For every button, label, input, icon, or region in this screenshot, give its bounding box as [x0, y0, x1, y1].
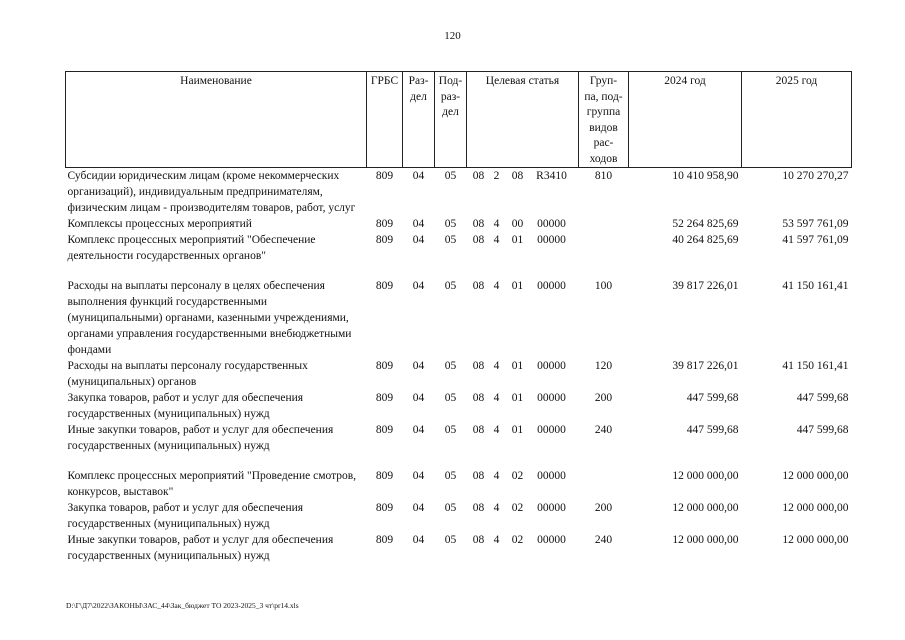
row-group: 100 [594, 280, 613, 292]
table-row [66, 422, 852, 454]
budget-table [65, 71, 852, 564]
spacer-cell [66, 454, 852, 468]
row-podrazdel: 05 [444, 392, 457, 404]
row-razdel: 04 [412, 534, 425, 546]
row-target-article [467, 468, 579, 500]
target-part-t2: 4 [493, 392, 500, 404]
row-razdel: 04 [412, 170, 425, 182]
row-grbs: 809 [375, 534, 394, 546]
row-podrazdel: 05 [444, 280, 457, 292]
row-amount-2024: 10 410 958,90 [672, 170, 739, 182]
row-podrazdel: 05 [444, 170, 457, 182]
header-name: Наименование [66, 72, 367, 168]
row-amount-2024: 447 599,68 [686, 392, 739, 404]
target-part-t1: 08 [472, 218, 485, 230]
row-target-article [467, 232, 579, 264]
table-row [66, 468, 852, 500]
row-name: Комплексы процессных мероприятий [67, 218, 252, 230]
target-part-t2: 4 [493, 280, 500, 292]
target-part-t4: 00000 [537, 502, 566, 514]
row-target-article [467, 216, 579, 232]
target-part-t4: R3410 [536, 170, 567, 182]
target-part-t1: 08 [472, 170, 485, 182]
spacer-row [66, 454, 852, 468]
row-amount-2024: 52 264 825,69 [672, 218, 739, 230]
row-name: Комплекс процессных мероприятий "Проведение смотров, конкурсов, выставок" [67, 470, 357, 498]
target-part-t4: 00000 [537, 534, 566, 546]
target-part-t1: 08 [472, 470, 485, 482]
row-amount-2025: 447 599,68 [796, 424, 849, 436]
row-razdel: 04 [412, 218, 425, 230]
row-target-article [467, 390, 579, 422]
row-amount-2025: 41 597 761,09 [782, 234, 849, 246]
row-target-article [467, 532, 579, 564]
table-row [66, 358, 852, 390]
row-target-article [467, 500, 579, 532]
row-name: Закупка товаров, работ и услуг для обеспечения государственных (муниципальных) нужд [67, 392, 304, 420]
row-podrazdel: 05 [444, 218, 457, 230]
row-razdel: 04 [412, 502, 425, 514]
target-part-t4: 00000 [537, 360, 566, 372]
target-part-t4: 00000 [537, 392, 566, 404]
header-target: Целевая статья [467, 72, 579, 168]
row-name: Комплекс процессных мероприятий "Обеспечение деятельности государственных органов" [67, 234, 316, 262]
row-amount-2024: 12 000 000,00 [672, 502, 739, 514]
row-name: Закупка товаров, работ и услуг для обеспечения государственных (муниципальных) нужд [67, 502, 304, 530]
row-amount-2024: 12 000 000,00 [672, 534, 739, 546]
header-podrazdel: Под- раз- дел [435, 72, 467, 168]
row-name: Субсидии юридическим лицам (кроме некоммерческих организаций), индивидуальным предпринимателям, физическим лицам - производителям товаров, работ, услуг [67, 170, 356, 214]
header-2025: 2025 год [742, 72, 852, 168]
table-row [66, 216, 852, 232]
target-part-t4: 00000 [537, 234, 566, 246]
row-amount-2025: 12 000 000,00 [782, 470, 849, 482]
row-target-article [467, 278, 579, 358]
row-amount-2025: 53 597 761,09 [782, 218, 849, 230]
target-part-t4: 00000 [537, 424, 566, 436]
spacer-cell [66, 264, 852, 278]
row-group: 120 [594, 360, 613, 372]
row-name: Расходы на выплаты персоналу государственных (муниципальных) органов [67, 360, 308, 388]
row-grbs: 809 [375, 218, 394, 230]
table-body [66, 168, 852, 565]
row-group [579, 468, 629, 500]
row-grbs: 809 [375, 360, 394, 372]
table-row [66, 532, 852, 564]
target-part-t2: 4 [493, 360, 500, 372]
row-razdel: 04 [412, 280, 425, 292]
row-group: 240 [594, 424, 613, 436]
spacer-row [66, 264, 852, 278]
table-row [66, 500, 852, 532]
target-part-t4: 00000 [537, 218, 566, 230]
row-grbs: 809 [375, 502, 394, 514]
target-part-t3: 01 [511, 360, 524, 372]
target-part-t2: 2 [493, 170, 500, 182]
target-part-t1: 08 [472, 234, 485, 246]
row-amount-2025: 41 150 161,41 [782, 280, 849, 292]
row-amount-2025: 41 150 161,41 [782, 360, 849, 372]
target-part-t1: 08 [472, 392, 485, 404]
row-amount-2025: 12 000 000,00 [782, 534, 849, 546]
row-podrazdel: 05 [444, 424, 457, 436]
target-part-t3: 01 [511, 392, 524, 404]
row-razdel: 04 [412, 470, 425, 482]
row-amount-2024: 39 817 226,01 [672, 360, 739, 372]
header-razdel: Раз- дел [403, 72, 435, 168]
row-razdel: 04 [412, 360, 425, 372]
target-part-t1: 08 [472, 502, 485, 514]
target-part-t2: 4 [493, 470, 500, 482]
header-group: Груп- па, под- группа видов рас- ходов [579, 72, 629, 168]
target-part-t4: 00000 [537, 280, 566, 292]
target-part-t3: 02 [511, 534, 524, 546]
target-part-t3: 00 [511, 218, 524, 230]
row-razdel: 04 [412, 392, 425, 404]
row-name: Иные закупки товаров, работ и услуг для обеспечения государственных (муниципальных) нужд [67, 534, 334, 562]
row-grbs: 809 [375, 170, 394, 182]
target-part-t3: 01 [511, 424, 524, 436]
header-2024: 2024 год [629, 72, 742, 168]
table-header-row [66, 72, 852, 168]
row-amount-2024: 447 599,68 [686, 424, 739, 436]
row-group: 240 [594, 534, 613, 546]
row-grbs: 809 [375, 234, 394, 246]
row-group: 810 [594, 170, 613, 182]
row-razdel: 04 [412, 234, 425, 246]
row-amount-2024: 12 000 000,00 [672, 470, 739, 482]
row-group: 200 [594, 392, 613, 404]
table-row [66, 278, 852, 358]
row-grbs: 809 [375, 424, 394, 436]
target-part-t2: 4 [493, 424, 500, 436]
table-row [66, 168, 852, 217]
footer-file-path: D:\Г\Д7\2022\ЗАКОНЫ\ЗАС_44\Зак_бюджет ТО 2023-2025_3 чт\pr14.xls [66, 601, 299, 610]
row-podrazdel: 05 [444, 502, 457, 514]
target-part-t3: 08 [511, 170, 524, 182]
target-part-t2: 4 [493, 502, 500, 514]
row-amount-2025: 10 270 270,27 [782, 170, 849, 182]
row-target-article [467, 168, 579, 217]
target-part-t3: 01 [511, 234, 524, 246]
header-grbs: ГРБС [367, 72, 403, 168]
row-podrazdel: 05 [444, 534, 457, 546]
row-group [579, 216, 629, 232]
target-part-t2: 4 [493, 534, 500, 546]
target-part-t1: 08 [472, 534, 485, 546]
target-part-t3: 02 [511, 470, 524, 482]
row-grbs: 809 [375, 280, 394, 292]
page-number: 120 [444, 30, 461, 42]
row-target-article [467, 358, 579, 390]
table-row [66, 232, 852, 264]
row-razdel: 04 [412, 424, 425, 436]
target-part-t3: 01 [511, 280, 524, 292]
row-target-article [467, 422, 579, 454]
row-grbs: 809 [375, 392, 394, 404]
row-amount-2025: 447 599,68 [796, 392, 849, 404]
target-part-t3: 02 [511, 502, 524, 514]
target-part-t1: 08 [472, 424, 485, 436]
row-podrazdel: 05 [444, 360, 457, 372]
target-part-t2: 4 [493, 234, 500, 246]
row-group [579, 232, 629, 264]
row-name: Расходы на выплаты персоналу в целях обеспечения выполнения функций государственными (муниципальными) органами, казенными учреждениями, органами управления государственными внебюджетными фондами [67, 280, 352, 356]
row-group: 200 [594, 502, 613, 514]
target-part-t4: 00000 [537, 470, 566, 482]
row-amount-2024: 39 817 226,01 [672, 280, 739, 292]
row-amount-2025: 12 000 000,00 [782, 502, 849, 514]
target-part-t1: 08 [472, 280, 485, 292]
table-row [66, 390, 852, 422]
row-podrazdel: 05 [444, 234, 457, 246]
row-amount-2024: 40 264 825,69 [672, 234, 739, 246]
target-part-t2: 4 [493, 218, 500, 230]
row-podrazdel: 05 [444, 470, 457, 482]
target-part-t1: 08 [472, 360, 485, 372]
row-name: Иные закупки товаров, работ и услуг для обеспечения государственных (муниципальных) нужд [67, 424, 334, 452]
row-grbs: 809 [375, 470, 394, 482]
